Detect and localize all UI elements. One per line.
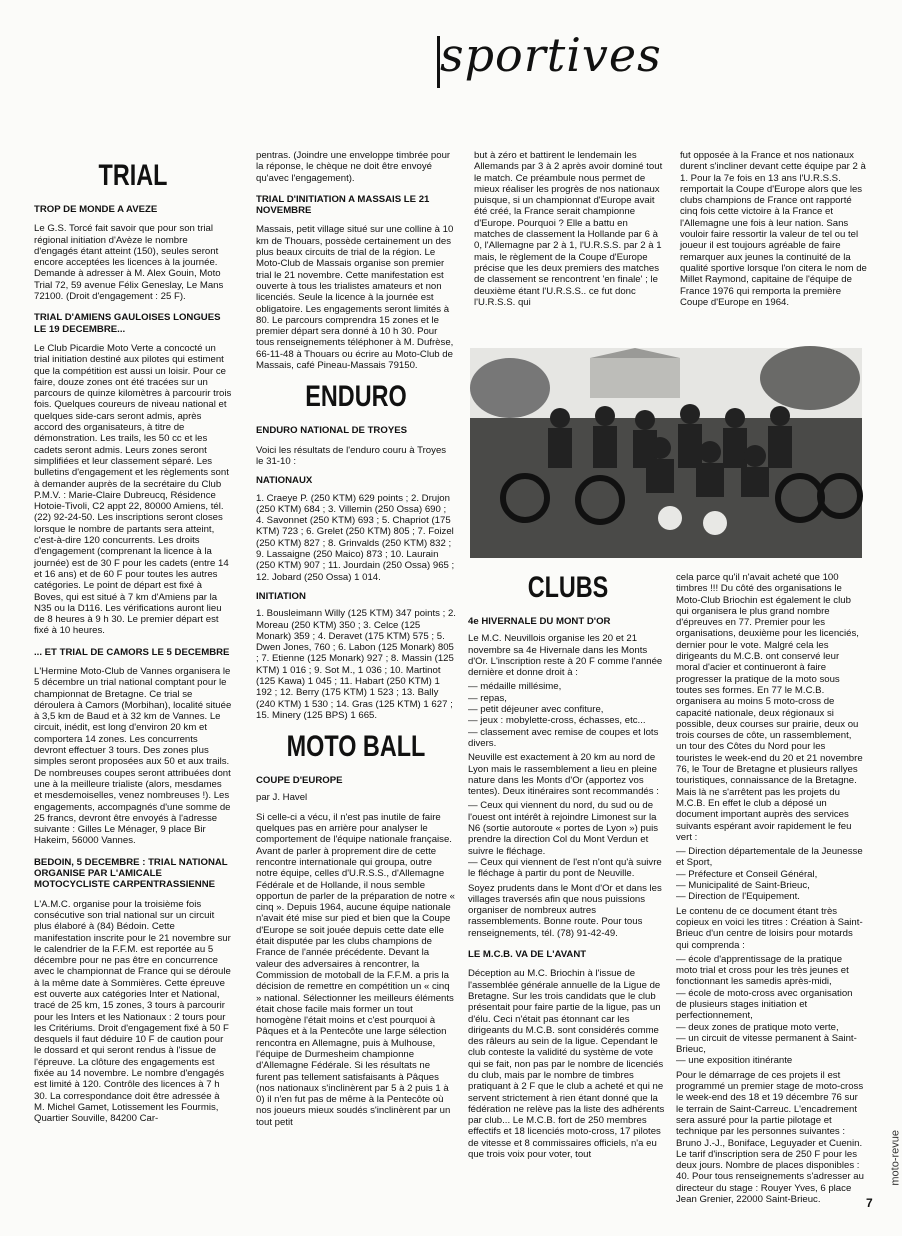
- list-item: — Ceux qui viennent du nord, du sud ou de l'ouest ont intérêt à rejoindre Limonest sur la N6 (sortie autoroute « portes de Lyon ») puis prendre la direction Col du Mont Verdun et suivre le fléchage.: [468, 800, 668, 856]
- col6-list-1: [676, 846, 864, 902]
- col3-top-text: but à zéro et battirent le lendemain les Allemands par 3 à 2 après avoir dominé tout le match. Ce préambule nous permet de mieux réaliser les progrès de nos nationaux puisque, si un championnat d'Europe avait été créé, la France serait championne d'Europe. Pourquoi ? Elle a battu en matches de classement la Hollande par 6 à 0, l'Allemagne par 2 à 1, l'U.R.S.S. par 2 à 1 mais, le règlement de la Coupe d'Europe précise que les deux premiers des matches de classement se rencontrent 'en finale' ; le deuxième étant l'U.R.S.S.. ce fut donc l'U.R.S.S. qui: [474, 150, 663, 308]
- list-item: — médaille millésime,: [468, 681, 668, 692]
- col6-list-2: [676, 954, 864, 1067]
- hivernale-heading: 4e HIVERNALE DU MONT D'OR: [468, 616, 611, 627]
- column-5: [468, 572, 668, 1163]
- list-item: — une exposition itinérante: [676, 1055, 864, 1066]
- list-item: — Direction de l'Equipement.: [676, 891, 864, 902]
- list-item: — Direction départementale de la Jeunesse et Sport,: [676, 846, 864, 869]
- clubs-title: CLUBS: [527, 571, 609, 604]
- nationaux-results: 1. Craeye P. (250 KTM) 629 points ; 2. Drujon (250 KTM) 684 ; 3. Villemin (250 Ossa) 690 ; 4. Savonnet (250 KTM) 693 ; 5. Chapriot (175 KTM) 723 ; 6. Grelet (250 KTM) 805 ; 7. Foizel (250 KTM) 827 ; 8. Grinvalds (250 KTM) 832 ; 9. Lassaigne (250 Maico) 873 ; 10. Laurain (250 KTM) 907 ; 11. Jourdain (250 Ossa) 965 ; 12. Jobard (250 Ossa) 1 014.: [256, 492, 455, 583]
- list-item: — jeux : mobylette-cross, échasses, etc...: [468, 715, 668, 726]
- enduro-title: ENDURO: [305, 380, 407, 414]
- amiens-text: Le Club Picardie Moto Verte a concocté un trial initiation destiné aux pilotes qui estiment que la compétition est aussi un loisir. Pour ce faire, douze zones ont été tracées sur un parcours de quinze kilomètres à parcourir trois fois. Quelques coureurs de niveau national et quelques side-cars seront admis, après accord des organisateurs, à titre de démonstration. Les trails, les 50 cc et les cadets seront admis. Leurs zones seront simplifiées et leur classement séparé. Les bulletins d'engagement et les règlements sont à demander auprès de la secrétaire du Club P.M.V. : Marie-Claire Dubreucq, Résidence Hotoie-Tivoli, C2 appt 22, 80000 Amiens, tél. (22) 92-24-50. Les inscriptions seront closes lorsque le nombre de partants sera atteint, c'est-à-dire 120 concurrents. Les droits d'engagement (comprenant la licence à la journée) est de 30 F pour les cadets (entre 14 et 16 ans) et de 60 F pour toutes les autres catégories. Le point de départ est fixé à Boves, qui est situé à 7 km d'Amiens par la N35 ou la D116. Les vérifications auront lieu de 8 heures à 9 h 30. Le premier départ est fixé à 10 heures.: [34, 342, 232, 637]
- camors-heading: ... ET TRIAL DE CAMORS LE 5 DECEMBRE: [34, 646, 230, 658]
- hivernale-list-2: [468, 800, 668, 879]
- team-photo-image: [470, 348, 862, 558]
- motoball-title: MOTO BALL: [286, 730, 426, 764]
- initiation-label: INITIATION: [256, 590, 306, 602]
- trop-heading: TROP DE MONDE A AVEZE: [34, 204, 158, 215]
- initiation-results: 1. Bousleimann Willy (125 KTM) 347 points ; 2. Moreau (250 KTM) 350 ; 3. Celce (125 Monark) 359 ; 4. Deravet (175 KTM) 575 ; 5. Dwen Jones, 760 ; 6. Labon (125 Monark) 805 ; 7. Etienne (125 Monark) 927 ; 8. Massin (125 KTM) 1 016 ; 9. Sot M., 1 036 ; 10. Martinot (125 Kawa) 1 045 ; 11. Habart (250 KTM) 1 192 ; 12. Berry (175 KTM) 1 523 ; 13. Bally (240 KTM) 1 530 ; 14. Gras (125 KTM) 1 627 ; 15. Minery (125 BPS) 1 665.: [256, 608, 456, 721]
- nationaux-label: NATIONAUX: [256, 475, 313, 487]
- col6-text-3: Pour le démarrage de ces projets il est programmé un premier stage de moto-cross le week-end des 18 et 19 décembre 76 sur le terrain de Saint-Carreuc. L'encadrement sera assuré pour la partie pilotage et technique par les personnes suivantes : Bruno J.-J., Boniface, Leguyader et Cuenin. Le tarif d'inscription sera de 250 F pour les deux jours. Nombre de places disponibles : 40. Pour tous renseignements s'adresser au directeur du stage : Rouyer Yves, 6 place Jean Grenier, 22000 Saint-Brieuc.: [676, 1069, 864, 1206]
- motoball-author: par J. Havel: [256, 792, 308, 804]
- trop-text: Le G.S. Torcé fait savoir que pour son trial régional initiation d'Avèze le nombre d'engagés étant atteint (150), seules seront encore acceptées les licences à la journée. Demande à adresser à M. Alex Gouin, Moto Trial 72, 59 avenue Félix Geneslay, Le Mans 72100. (Droit d'engagement : 25 F).: [34, 223, 224, 303]
- section-title: sportives: [440, 28, 662, 82]
- list-item: — deux zones de pratique moto verte,: [676, 1022, 864, 1033]
- mcb-heading: LE M.C.B. VA DE L'AVANT: [468, 949, 587, 961]
- list-item: — un circuit de vitesse permanent à Saint-Brieuc,: [676, 1033, 864, 1056]
- enduro-heading: ENDURO NATIONAL DE TROYES: [256, 425, 408, 437]
- list-item: — repas,: [468, 693, 668, 704]
- enduro-intro: Voici les résultats de l'enduro couru à Troyes le 31-10 :: [256, 444, 447, 467]
- hivernale-text: Neuville est exactement à 20 km au nord de Lyon mais le rassemblement a lieu en pleine nature dans les Monts d'Or (apportez vos tentes). Deux itinéraires sont recommandés :: [468, 752, 659, 798]
- massais-heading: TRIAL D'INITIATION A MASSAIS LE 21 NOVEMBRE: [256, 193, 430, 217]
- column-6: [676, 572, 864, 1208]
- bedoin-text: L'A.M.C. organise pour la troisième fois consécutive son trial national sur un circuit plus élaboré à (84) Bédoin. Cette manifestation inscrite pour le 21 novembre sur le calendrier de la F.F.M. est reportée au 5 décembre pour ne pas être en concurrence avec le championnat de France qui se déroule à la même date à Sommières. Cette épreuve est ouverte aux catégories Inter et National, tracé de 25 km, 15 zones, 3 tours à parcourir pour les Inters et les Nationaux : 2 tours pour les Critériums. Droit d'engagement fixé à 50 F desquels il faut déduire 10 F de caution pour le dossard et qui seront rendus à l'issue de l'épreuve. La clôture des engagements est fixée au 14 novembre. Le nombre d'engagés est limité à 120. Contrôle des licences à 7 h 30. La correspondance doit être adressée à M. Michel Gamet, Lotissement les Fourmis, Quartier Souville, 84200 Car-: [34, 898, 231, 1125]
- page-number: 7: [866, 1196, 873, 1210]
- team-photo: [470, 348, 862, 558]
- list-item: — classement avec remise de coupes et lots divers.: [468, 727, 668, 750]
- massais-text: Massais, petit village situé sur une colline à 10 km de Thouars, possède certainement un des plus beaux circuits de trial de la région. Le Moto-Club de Massais organise son premier trial le 21 novembre. Cette manifestation est ouverte à tous les trialistes amateurs et non licenciés. Seule la licence à la journée est obligatoire. Les engagements seront limités à 80. Le parcours comprendra 15 zones et le premier départ sera donné à 10 h 30. Pour tous renseignements téléphoner à M. Dufrèse, 66-11-48 à Thouars ou écrire au Moto-Club de Massais, café Pineau-Massais 79150.: [256, 224, 454, 372]
- column-4: [680, 150, 870, 311]
- list-item: — Préfecture et Conseil Général,: [676, 869, 864, 880]
- bedoin-heading: BEDOIN, 5 DECEMBRE : TRIAL NATIONAL ORGANISE PAR L'AMICALE MOTOCYCLISTE CARPENTRASSIENNE: [34, 856, 228, 891]
- mcb-text: Déception au M.C. Briochin à l'issue de l'assemblée générale annuelle de la Ligue de Bretagne. Sur les trois candidats que le club présentait pour faire partie de la ligue, pas un d'élu. Ceci n'était pas étonnant car les dirigeants du M.C.B. sont considérés comme des râleurs au sein de la ligue. Cependant le club conteste la validité du système de vote qui se fait, non pas par le nombre de licenciés du club, mais par le nombre de timbres pratiquant à 2 F que le club a acheté et qui ne servent strictement à rien étant donné que la fédération ne relève pas la liste des adhérents par club... Le M.C.B. fort de 250 membres effectifs et 18 licenciés moto-cross, 17 pilotes de vitesse et 8 commissaires officiels, n'a eu que trois voix pour voter, tout: [468, 968, 665, 1161]
- motoball-heading: COUPE D'EUROPE: [256, 775, 343, 787]
- col2-top-text: pentras. (Joindre une enveloppe timbrée pour la réponse, le chèque ne doit être envoyé qu'avec l'engagement).: [256, 150, 451, 184]
- hivernale-list: [468, 681, 668, 749]
- magazine-name: moto-revue: [890, 1130, 902, 1186]
- list-item: — Municipalité de Saint-Brieuc,: [676, 880, 864, 891]
- motoball-text: Si celle-ci a vécu, il n'est pas inutile de faire quelques pas en arrière pour analyser le comportement de l'équipe nationale française. Avant de parler à proprement dire de cette rencontre internationale qui groupa, outre notre équipe, celles d'U.R.S.S., d'Allemagne Fédérale et de Hollande, il nous semble opportun de parler de la préparation de notre « cinq ». Depuis 1964, aucune équipe nationale n'avait été mise sur pied et bien que la Coupe d'Europe se soit jouée depuis cette date elle était disputée par les clubs champions de France de l'année précédente. Devant la valeur des adversaires à rencontrer, la Commission de motoball de la F.F.M. a pris la décision de remettre en compétition un « cinq » national. Sélectionner les meilleurs éléments était chose facile mais former un tout homogène l'était moins et c'est pourquoi à Pâques et à la Pentecôte une large sélection rencontra en Allemagne, puis à Mulhouse, l'équipe de Durmesheim championne d'Allemagne Fédérale. Si les résultats ne furent pas tellement satisfaisants à Pâques (nos nationaux s'inclinèrent par 5 à 2 puis 1 à 0) il n'en fut pas de même à la Pentecôte où nos joueurs mieux soudés s'inclinèrent par un tout petit: [256, 811, 455, 1128]
- list-item: — petit déjeuner avec confiture,: [468, 704, 668, 715]
- list-item: — Ceux qui viennent de l'est n'ont qu'à suivre le fléchage à partir du pont de Neuville.: [468, 857, 668, 880]
- hivernale-text-2: Soyez prudents dans le Mont d'Or et dans les villages traversés afin que nous puissions organiser de nombreux autres rassemblements. Bonne route. Pour tous renseignements, tél. (78) 91-42-49.: [468, 882, 662, 939]
- column-3: [474, 150, 664, 311]
- column-2: [256, 150, 456, 1131]
- list-item: — école de moto-cross avec organisation de plusieurs stages initiation et perfectionnement,: [676, 988, 864, 1022]
- hivernale-intro: Le M.C. Neuvillois organise les 20 et 21 novembre sa 4e Hivernale dans les Monts d'Or. L'inscription reste à 20 F comme l'année dernière et donne droit à :: [468, 633, 663, 679]
- camors-text: L'Hermine Moto-Club de Vannes organisera le 5 décembre un trial national comptant pour le championnat de Bretagne. Ce trial se déroulera à Camors (Morbihan), localité située à 3,5 km de Baud et à 32 km de Vannes. Le circuit, inédit, est long d'environ 20 km et comportera 14 zones. Les concurrents devront effectuer 3 tours. Des zones plus simples seront proposées aux 50 et aux trails. De nombreuses coupes seront attribuées dont une à la meilleure trialiste (alors, mesdames et mesdemoiselles, venez nombreuses !). Les engagements, accompagnés d'une somme de 25 francs, devront être envoyés à l'adresse suivante : Gilles Le Ménager, 9 place Bir Hakeim, 56000 Vannes.: [34, 665, 232, 847]
- trial-title: TRIAL: [98, 159, 168, 192]
- column-1: [34, 150, 232, 1128]
- col6-text-2: Le contenu de ce document étant très copieux en voici les titres : Création à Saint-Brieuc d'un centre de loisirs pour motards qui comprenda :: [676, 905, 863, 951]
- col6-text-1: cela parce qu'il n'avait acheté que 100 timbres !!! Du côté des organisations le Moto-Club Briochin est également le club qui organisera le plus grand nombre d'épreuves en 77. Premier pour les organisations, deuxième pour les licenciés, dernier pour le vote. Malgré cela les dirigeants du M.C.B. ont conservé leur moral d'acier et continueront à faire progresser la pratique de la moto sous toutes ses formes. En 77 le M.C.B. organisera au moins 5 moto-cross de capacité nationale, deux régionaux si possible, deux courses sur prairie, deux ou trois courses de côte, un rassemblement, un tour des Côtes du Nord pour les touristes le week-end du 20 et 21 novembre 76, le Tour de Bretagne et plusieurs rallyes touristiques, connaissance de la Bretagne. Mais là ne s'arrêtent pas les projets du M.C.B. En effet le club a déposé un document important auprès des services suivants espérant avoir rapidement le feu vert :: [676, 572, 863, 843]
- amiens-heading: TRIAL D'AMIENS GAULOISES LONGUES LE 19 DECEMBRE...: [34, 312, 221, 335]
- col4-top-text: fut opposée à la France et nos nationaux durent s'incliner devant cette équipe par 2 à 1. Pour la 7e fois en 13 ans l'U.R.S.S. remportait la Coupe d'Europe alors que les clubs champions de France ont rapporté cinq fois cette victoire à la France et l'Allemagne une fois à leur nation. Sans vouloir faire ressortir la valeur de tel ou tel joueur il est toujours agréable de faire remarquer aux jeunes la continuité de la qualité sportive lorsque l'on citera le nom de Millet Raymond, capitaine de l'équipe de France 1976 qui remporta la première Coupe d'Europe en 1964.: [680, 150, 867, 308]
- list-item: — école d'apprentissage de la pratique moto trial et cross pour les très jeunes et fonctionnant les samedis après-midi,: [676, 954, 864, 988]
